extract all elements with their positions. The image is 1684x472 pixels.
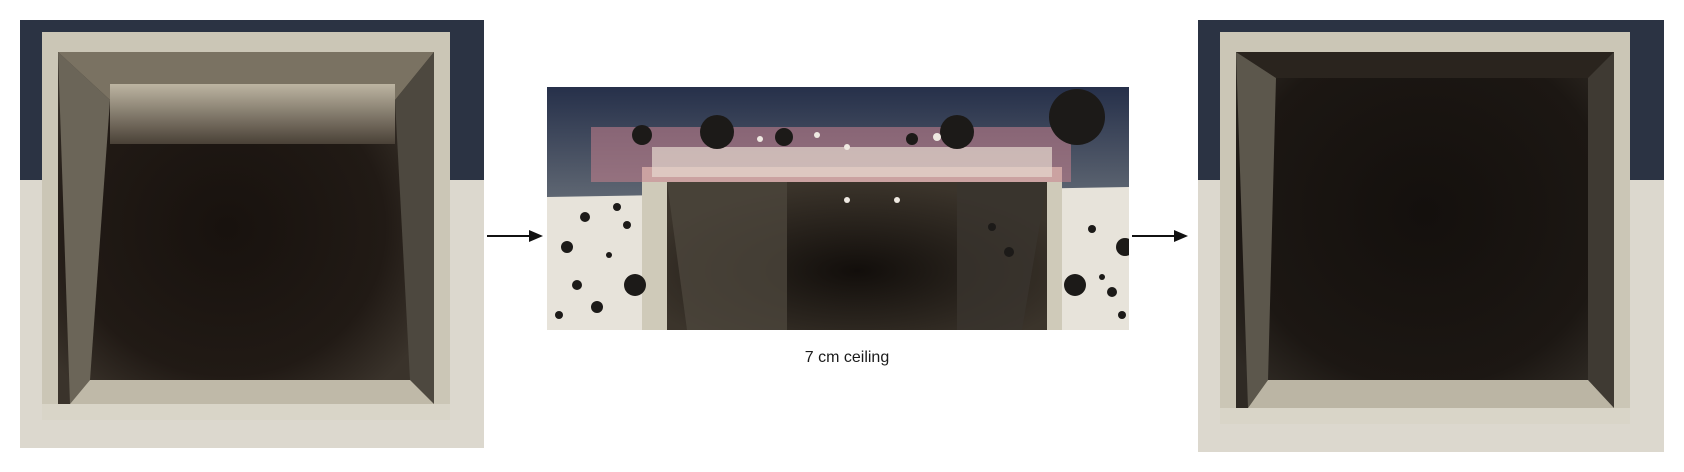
inner-ceiling-bevel (1236, 52, 1614, 78)
inner-bottom-bevel (70, 380, 434, 404)
right-inner-wall (1588, 52, 1614, 408)
box-interior (1236, 52, 1614, 408)
enclosed-box-render (1198, 20, 1664, 452)
arrow-right-icon (487, 226, 545, 246)
base-edge (1220, 408, 1630, 424)
arrow-right-icon (1132, 226, 1190, 246)
ceiling-image (547, 87, 1129, 330)
ceiling-render (547, 87, 1129, 330)
after-image (1198, 20, 1664, 452)
open-box-render (20, 20, 484, 448)
before-image (20, 20, 484, 448)
ceiling-caption: 7 cm ceiling (804, 349, 890, 366)
inner-bottom-bevel (1248, 380, 1614, 408)
ceiling-plank (652, 147, 1052, 177)
inner-top-light (110, 84, 395, 144)
base-edge (42, 404, 450, 420)
left-inner-wall (667, 182, 787, 330)
